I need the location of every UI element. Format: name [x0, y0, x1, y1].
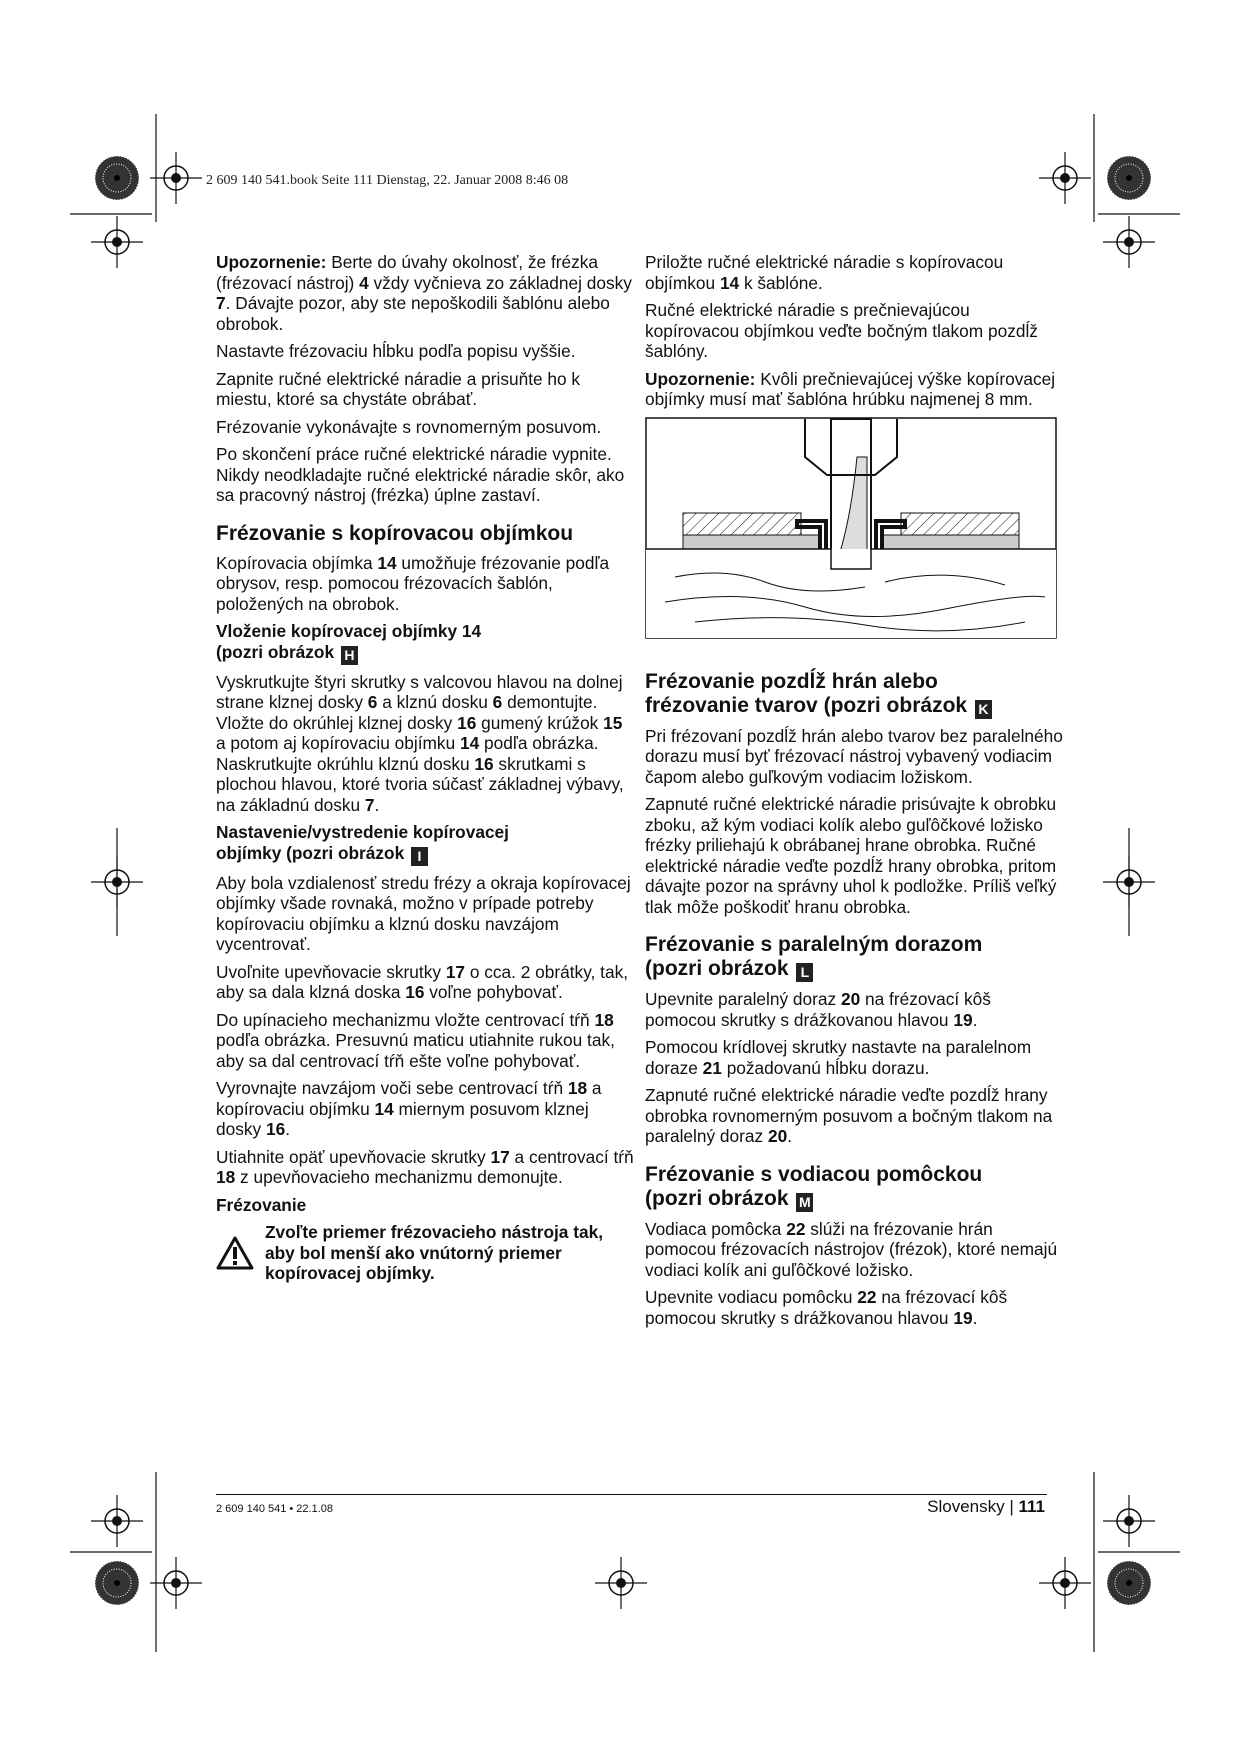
- registration-disc-top-left: [95, 156, 139, 200]
- warning-triangle-icon: [216, 1236, 254, 1270]
- heading-paralelny-doraz: Frézovanie s paralelným dorazom (pozri obrázok L: [645, 933, 983, 980]
- paragraph: Aby bola vzdialenosť stredu frézy a okraja kopírovacej objímky všade rovnaká, možno v prípade potreby kopírovaciu objímku a klznú dosku navzájom vycentrovať.: [216, 872, 631, 954]
- registration-disc-bottom-right: [1107, 1561, 1151, 1605]
- heading-pozdlz-hran: Frézovanie pozdĺž hrán alebo frézovanie tvarov (pozri obrázok K: [645, 670, 1065, 719]
- paragraph: Pri frézovaní pozdĺž hrán alebo tvarov bez paralelného dorazu musí byť frézovací nástroj vybavený vodiacim čapom alebo guľkovým vodiacim ložiskom.: [645, 725, 1063, 787]
- figure-ref-badge: K: [975, 700, 992, 719]
- note-paragraph: Upozornenie: Kvôli prečnievajúcej výške kopírovacej objímky musí mať šablóna hrúbku najmenej 8 mm.: [645, 368, 1056, 409]
- footer-rule: [216, 1494, 1047, 1495]
- paragraph: Po skončení práce ručné elektrické náradie vypnite. Nikdy neodkladajte ručné elektrické náradie skôr, ako sa pracovný nástroj (frézka) úplne zastaví.: [216, 444, 625, 505]
- paragraph: Vyrovnajte navzájom voči sebe centrovací tŕň 18 a kopírovaciu objímku 14 miernym posuvom klznej dosky 16.: [216, 1078, 602, 1139]
- warning-text: Zvoľte priemer frézovacieho nástroja tak, aby bol menší ako vnútorný priemer kopírovacej objímky.: [265, 1222, 603, 1283]
- registration-disc-top-right: [1107, 156, 1151, 200]
- figure-ref-badge: H: [341, 646, 358, 665]
- paragraph: Do upínacieho mechanizmu vložte centrovací tŕň 18 podľa obrázka. Presuvnú maticu utiahnite rukou tak, aby sa dal centrovací tŕň ešte voľne pohybovať.: [216, 1009, 615, 1071]
- paragraph: Nastavte frézovaciu hĺbku podľa popisu vyššie.: [216, 341, 576, 361]
- registration-disc-bottom-left: [95, 1561, 139, 1605]
- subheading-frezovanie: Frézovanie: [216, 1194, 307, 1215]
- paragraph: Zapnuté ručné elektrické náradie veďte pozdĺž hrany obrobka rovnomerným posuvom a bočným tlakom na paralelný doraz 20.: [645, 1085, 1053, 1146]
- paragraph: Upevnite vodiacu pomôcku 22 na frézovací kôš pomocou skrutky s drážkovanou hlavou 19.: [645, 1287, 1008, 1328]
- paragraph: Vodiaca pomôcka 22 slúži na frézovanie hrán pomocou frézovacích nástrojov (frézok), ktoré nemajú vodiaci kolík ani guľôčkové ložisko.: [645, 1218, 1058, 1280]
- figure-ref-badge: I: [411, 847, 428, 866]
- warning-block: [216, 1222, 636, 1291]
- note-paragraph: Upozornenie: Berte do úvahy okolnosť, že frézka (frézovací nástroj) 4 vždy vyčnieva zo základnej dosky 7. Dávajte pozor, aby ste nepoškodili šablónu alebo obrobok.: [216, 252, 632, 334]
- paragraph: Frézovanie vykonávajte s rovnomerným posuvom.: [216, 416, 602, 437]
- paragraph: Zapnite ručné elektrické náradie a prisuňte ho k miestu, ktoré sa chystáte obrábať.: [216, 368, 581, 409]
- figure-ref-badge: L: [796, 963, 813, 982]
- heading-kopirovacia-objimka: Frézovanie s kopírovacou objímkou: [216, 521, 574, 545]
- footer-doc-code: 2 609 140 541 • 22.1.08: [216, 1503, 334, 1515]
- footer-page-label: Slovensky | 111: [927, 1497, 1045, 1516]
- figure-ref-badge: M: [796, 1193, 813, 1212]
- paragraph: Pomocou krídlovej skrutky nastavte na paralelnom doraze 21 požadovanú hĺbku dorazu.: [645, 1037, 1032, 1078]
- left-column: [216, 252, 636, 1291]
- paragraph: Kopírovacia objímka 14 umožňuje frézovanie podľa obrysov, resp. pomocou frézovacích šablón, položených na obrobok.: [216, 552, 610, 614]
- page-number: 111: [1018, 1497, 1045, 1516]
- paragraph: Zapnuté ručné elektrické náradie prisúvajte k obrobku zboku, až kým vodiaci kolík alebo guľôčkové ložisko frézky priliehajú k obrábanej hrane obrobka. Ručné elektrické náradie veďte pozdĺž hrany obrobka, pritom dávajte pozor na správny uhol k podložke. Príliš veľký tlak môže poškodiť hranu obrobka.: [645, 794, 1057, 917]
- paragraph: Vyskrutkujte štyri skrutky s valcovou hlavou na dolnej strane klznej dosky 6 a klznú dosku 6 demontujte. Vložte do okrúhlej klznej dosky 16 gumený krúžok 15 a potom aj kopírovaciu objímku 14 podľa obrázka. Naskrutkujte okrúhlu klznú dosku 16 skrutkami s plochou hlavou, ktoré tvoria súčasť základnej výbavy, na základnú dosku 7.: [216, 671, 624, 815]
- book-slug-line: 2 609 140 541.book Seite 111 Dienstag, 22. Januar 2008 8:46 08: [206, 173, 569, 188]
- paragraph: Uvoľnite upevňovacie skrutky 17 o cca. 2 obrátky, tak, aby sa dala klzná doska 16 voľne pohybovať.: [216, 961, 629, 1002]
- paragraph: Ručné elektrické náradie s prečnievajúcou kopírovacou objímkou veďte bočným tlakom pozdĺž šablóny.: [645, 300, 1038, 361]
- paragraph: Priložte ručné elektrické náradie s kopírovacou objímkou 14 k šablóne.: [645, 252, 1004, 293]
- right-column: [645, 252, 1065, 1335]
- paragraph: Upevnite paralelný doraz 20 na frézovací kôš pomocou skrutky s drážkovanou hlavou 19.: [645, 989, 991, 1030]
- footer-language: Slovensky: [927, 1497, 1005, 1516]
- paragraph: Utiahnite opäť upevňovacie skrutky 17 a centrovací tŕň 18 z upevňovacieho mechanizmu demonujte.: [216, 1146, 634, 1187]
- heading-vodiaca-pomocka: Frézovanie s vodiacou pomôckou (pozri obrázok M: [645, 1162, 983, 1210]
- subheading-vlozenie: Vloženie kopírovacej objímky 14 (pozri obrázok H: [216, 621, 482, 663]
- subheading-nastavenie: Nastavenie/vystredenie kopírovacej objímky (pozri obrázok I: [216, 822, 509, 864]
- template-guide-drawing: [645, 417, 1057, 639]
